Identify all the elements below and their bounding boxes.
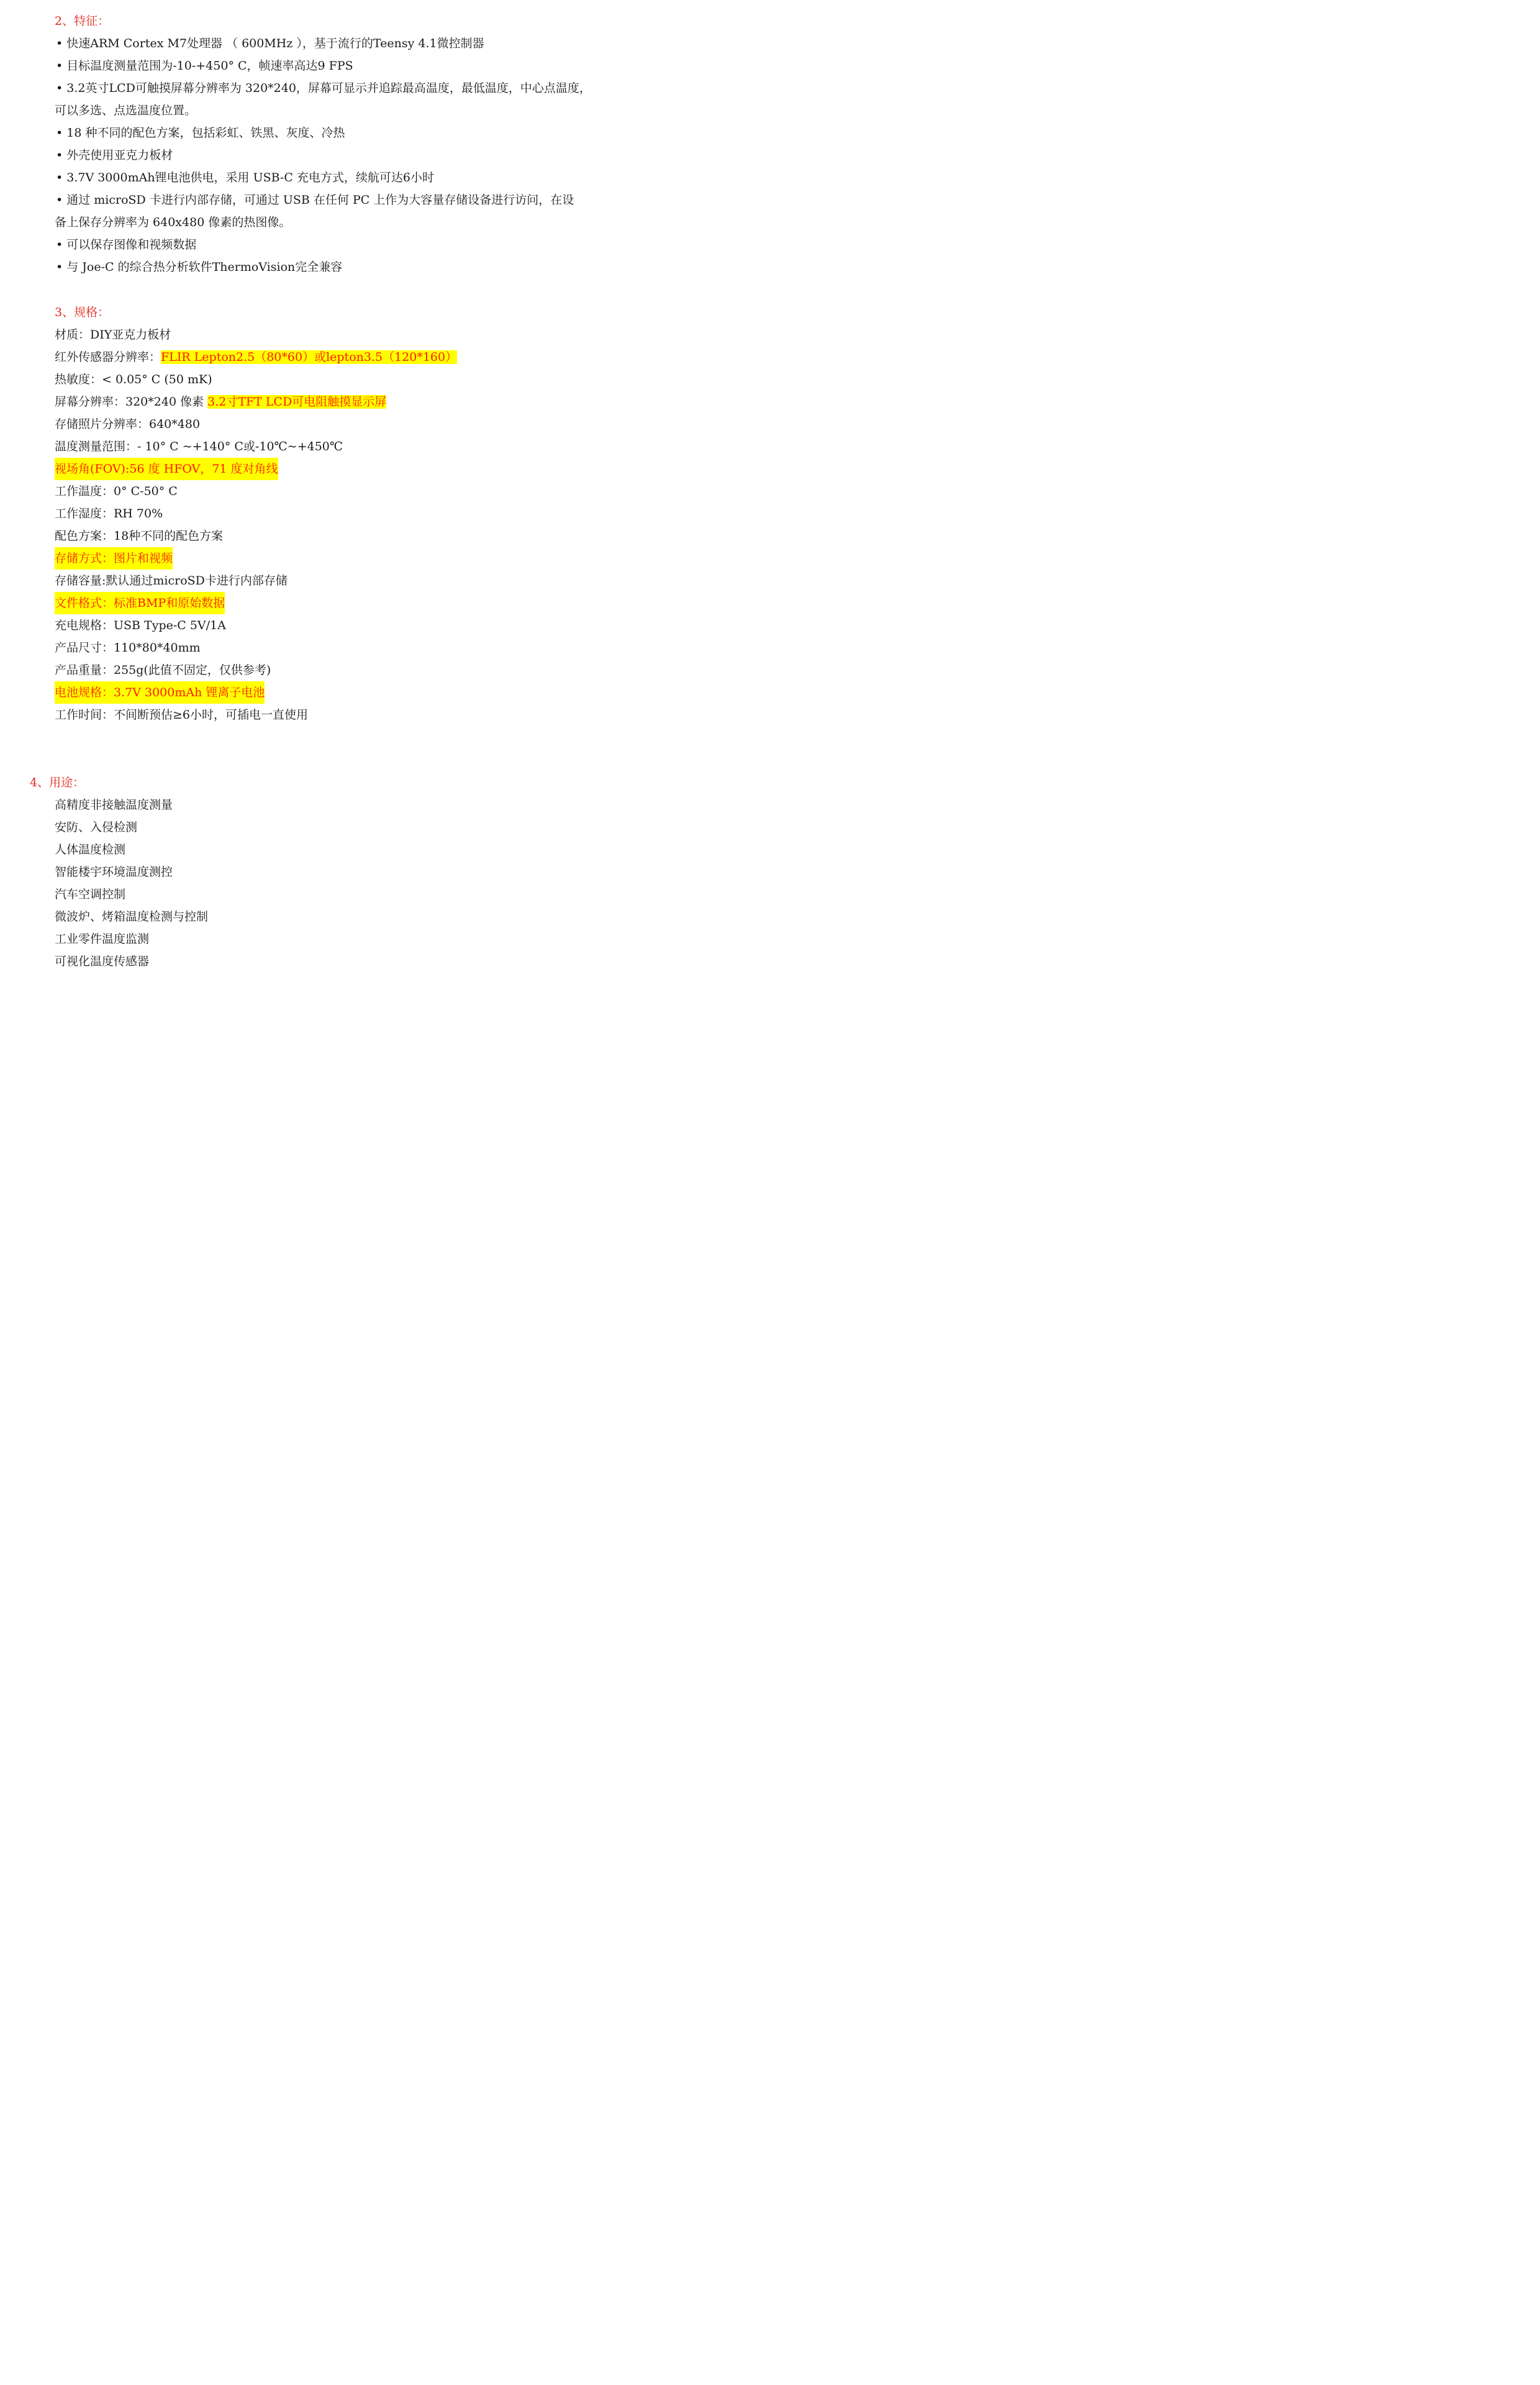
spec-row [0, 413, 636, 435]
spec-row [0, 614, 636, 637]
spec-row [0, 637, 636, 659]
feature-item [0, 32, 636, 55]
spec-row-inline [55, 391, 386, 413]
use-item [0, 950, 636, 973]
spec-row [0, 547, 636, 570]
spec-text: 配色方案：18种不同的配色方案 [55, 529, 224, 543]
spec-row [0, 592, 636, 614]
uses-heading: 4、用途： [30, 776, 85, 789]
spec-row [0, 704, 636, 726]
spec-row [0, 659, 636, 681]
spec-text: 存储照片分辨率：640*480 [55, 417, 201, 431]
use-item-text: 可视化温度传感器 [55, 955, 150, 968]
feature-item-text: • 与 Joe-C 的综合热分析软件ThermoVision完全兼容 [56, 260, 343, 274]
spec-row [0, 458, 636, 480]
spec-row-inline [55, 346, 457, 368]
spec-row [0, 368, 636, 391]
feature-item [0, 55, 636, 77]
use-item-text: 工业零件温度监测 [55, 932, 150, 946]
spec-text: 温度测量范围：- 10° C ~+140° C或-10℃~+450℃ [55, 440, 343, 453]
feature-item-text: • 3.2英寸LCD可触摸屏幕分辨率为 320*240，屏幕可显示并追踪最高温度，最低温度，中心点温度， [56, 81, 591, 95]
feature-item-text: • 快速ARM Cortex M7处理器 （ 600MHz ），基于流行的Teensy 4.1微控制器 [56, 37, 484, 50]
spec-highlight: 文件格式：标准BMP和原始数据 [55, 592, 225, 614]
spec-text: 材质：DIY亚克力板材 [55, 328, 171, 342]
feature-item [0, 77, 636, 99]
feature-item-text: • 可以保存图像和视频数据 [56, 238, 197, 252]
specs-heading: 3、规格： [55, 306, 110, 319]
features-heading: 2、特征： [55, 14, 110, 28]
spec-row [0, 502, 636, 525]
feature-item-text: • 3.7V 3000mAh锂电池供电，采用 USB-C 充电方式，续航可达6小时 [56, 171, 435, 184]
use-item-text: 安防、入侵检测 [55, 820, 138, 834]
features-heading-line [0, 10, 636, 32]
use-item-text: 微波炉、烤箱温度检测与控制 [55, 910, 209, 924]
use-item-text: 人体温度检测 [55, 843, 126, 856]
spec-highlight: 3.2寸TFT LCD可电阻触摸显示屏 [207, 395, 387, 409]
feature-item [0, 189, 636, 211]
spec-highlight: 存储方式：图片和视频 [55, 547, 173, 570]
use-item-text: 高精度非接触温度测量 [55, 798, 173, 812]
spec-row [0, 435, 636, 458]
feature-item [0, 144, 636, 166]
use-item [0, 838, 636, 861]
feature-item-text: • 外壳使用亚克力板材 [56, 148, 173, 162]
spec-text: 工作温度：0° C-50° C [55, 484, 178, 498]
spec-text: 充电规格：USB Type-C 5V/1A [55, 619, 226, 632]
spec-text: 产品重量：255g(此值不固定，仅供参考) [55, 663, 271, 677]
spec-highlight: FLIR Lepton2.5（80*60）或lepton3.5（120*160） [161, 350, 458, 364]
spec-row [0, 324, 636, 346]
spec-text: 工作湿度：RH 70% [55, 507, 163, 520]
spec-row [0, 525, 636, 547]
use-item-text: 汽车空调控制 [55, 888, 126, 901]
use-item [0, 794, 636, 816]
use-item [0, 816, 636, 838]
feature-item-text: • 通过 microSD 卡进行内部存储，可通过 USB 在任何 PC 上作为大容量存储设备进行访问，在设 [56, 193, 574, 207]
feature-item-text: 可以多选、点选温度位置。 [55, 104, 197, 117]
spec-highlight: 电池规格：3.7V 3000mAh 锂离子电池 [55, 681, 265, 704]
feature-item [0, 256, 636, 278]
feature-item [0, 234, 636, 256]
spec-text: 产品尺寸：110*80*40mm [55, 641, 201, 655]
feature-item-text: • 18 种不同的配色方案，包括彩虹、铁黑、灰度、冷热 [56, 126, 345, 140]
spec-label: 红外传感器分辨率： [55, 350, 161, 364]
use-item [0, 906, 636, 928]
use-item-text: 智能楼宇环境温度测控 [55, 865, 173, 879]
spec-row [0, 346, 636, 368]
feature-item-text: • 目标温度测量范围为-10-+450° C，帧速率高达9 FPS [56, 59, 353, 73]
feature-item-text: 备上保存分辨率为 640x480 像素的热图像。 [55, 216, 291, 229]
spec-row [0, 681, 636, 704]
spec-highlight: 视场角(FOV):56 度 HFOV，71 度对角线 [55, 458, 278, 480]
use-item [0, 883, 636, 906]
feature-item [0, 122, 636, 144]
spec-label: 屏幕分辨率：320*240 像素 [55, 395, 208, 409]
spec-text: 工作时间：不间断预估≥6小时，可插电一直使用 [55, 708, 309, 722]
spec-row [0, 570, 636, 592]
spec-text: 存储容量:默认通过microSD卡进行内部存储 [55, 574, 288, 588]
spec-row [0, 391, 636, 413]
feature-item-continuation [0, 211, 636, 234]
uses-heading-line [0, 771, 636, 794]
spec-text: 热敏度：< 0.05° C (50 mK) [55, 373, 212, 386]
specs-heading-line [0, 301, 636, 324]
feature-item [0, 166, 636, 189]
feature-item-continuation [0, 99, 636, 122]
use-item [0, 928, 636, 950]
use-item [0, 861, 636, 883]
spec-row [0, 480, 636, 502]
